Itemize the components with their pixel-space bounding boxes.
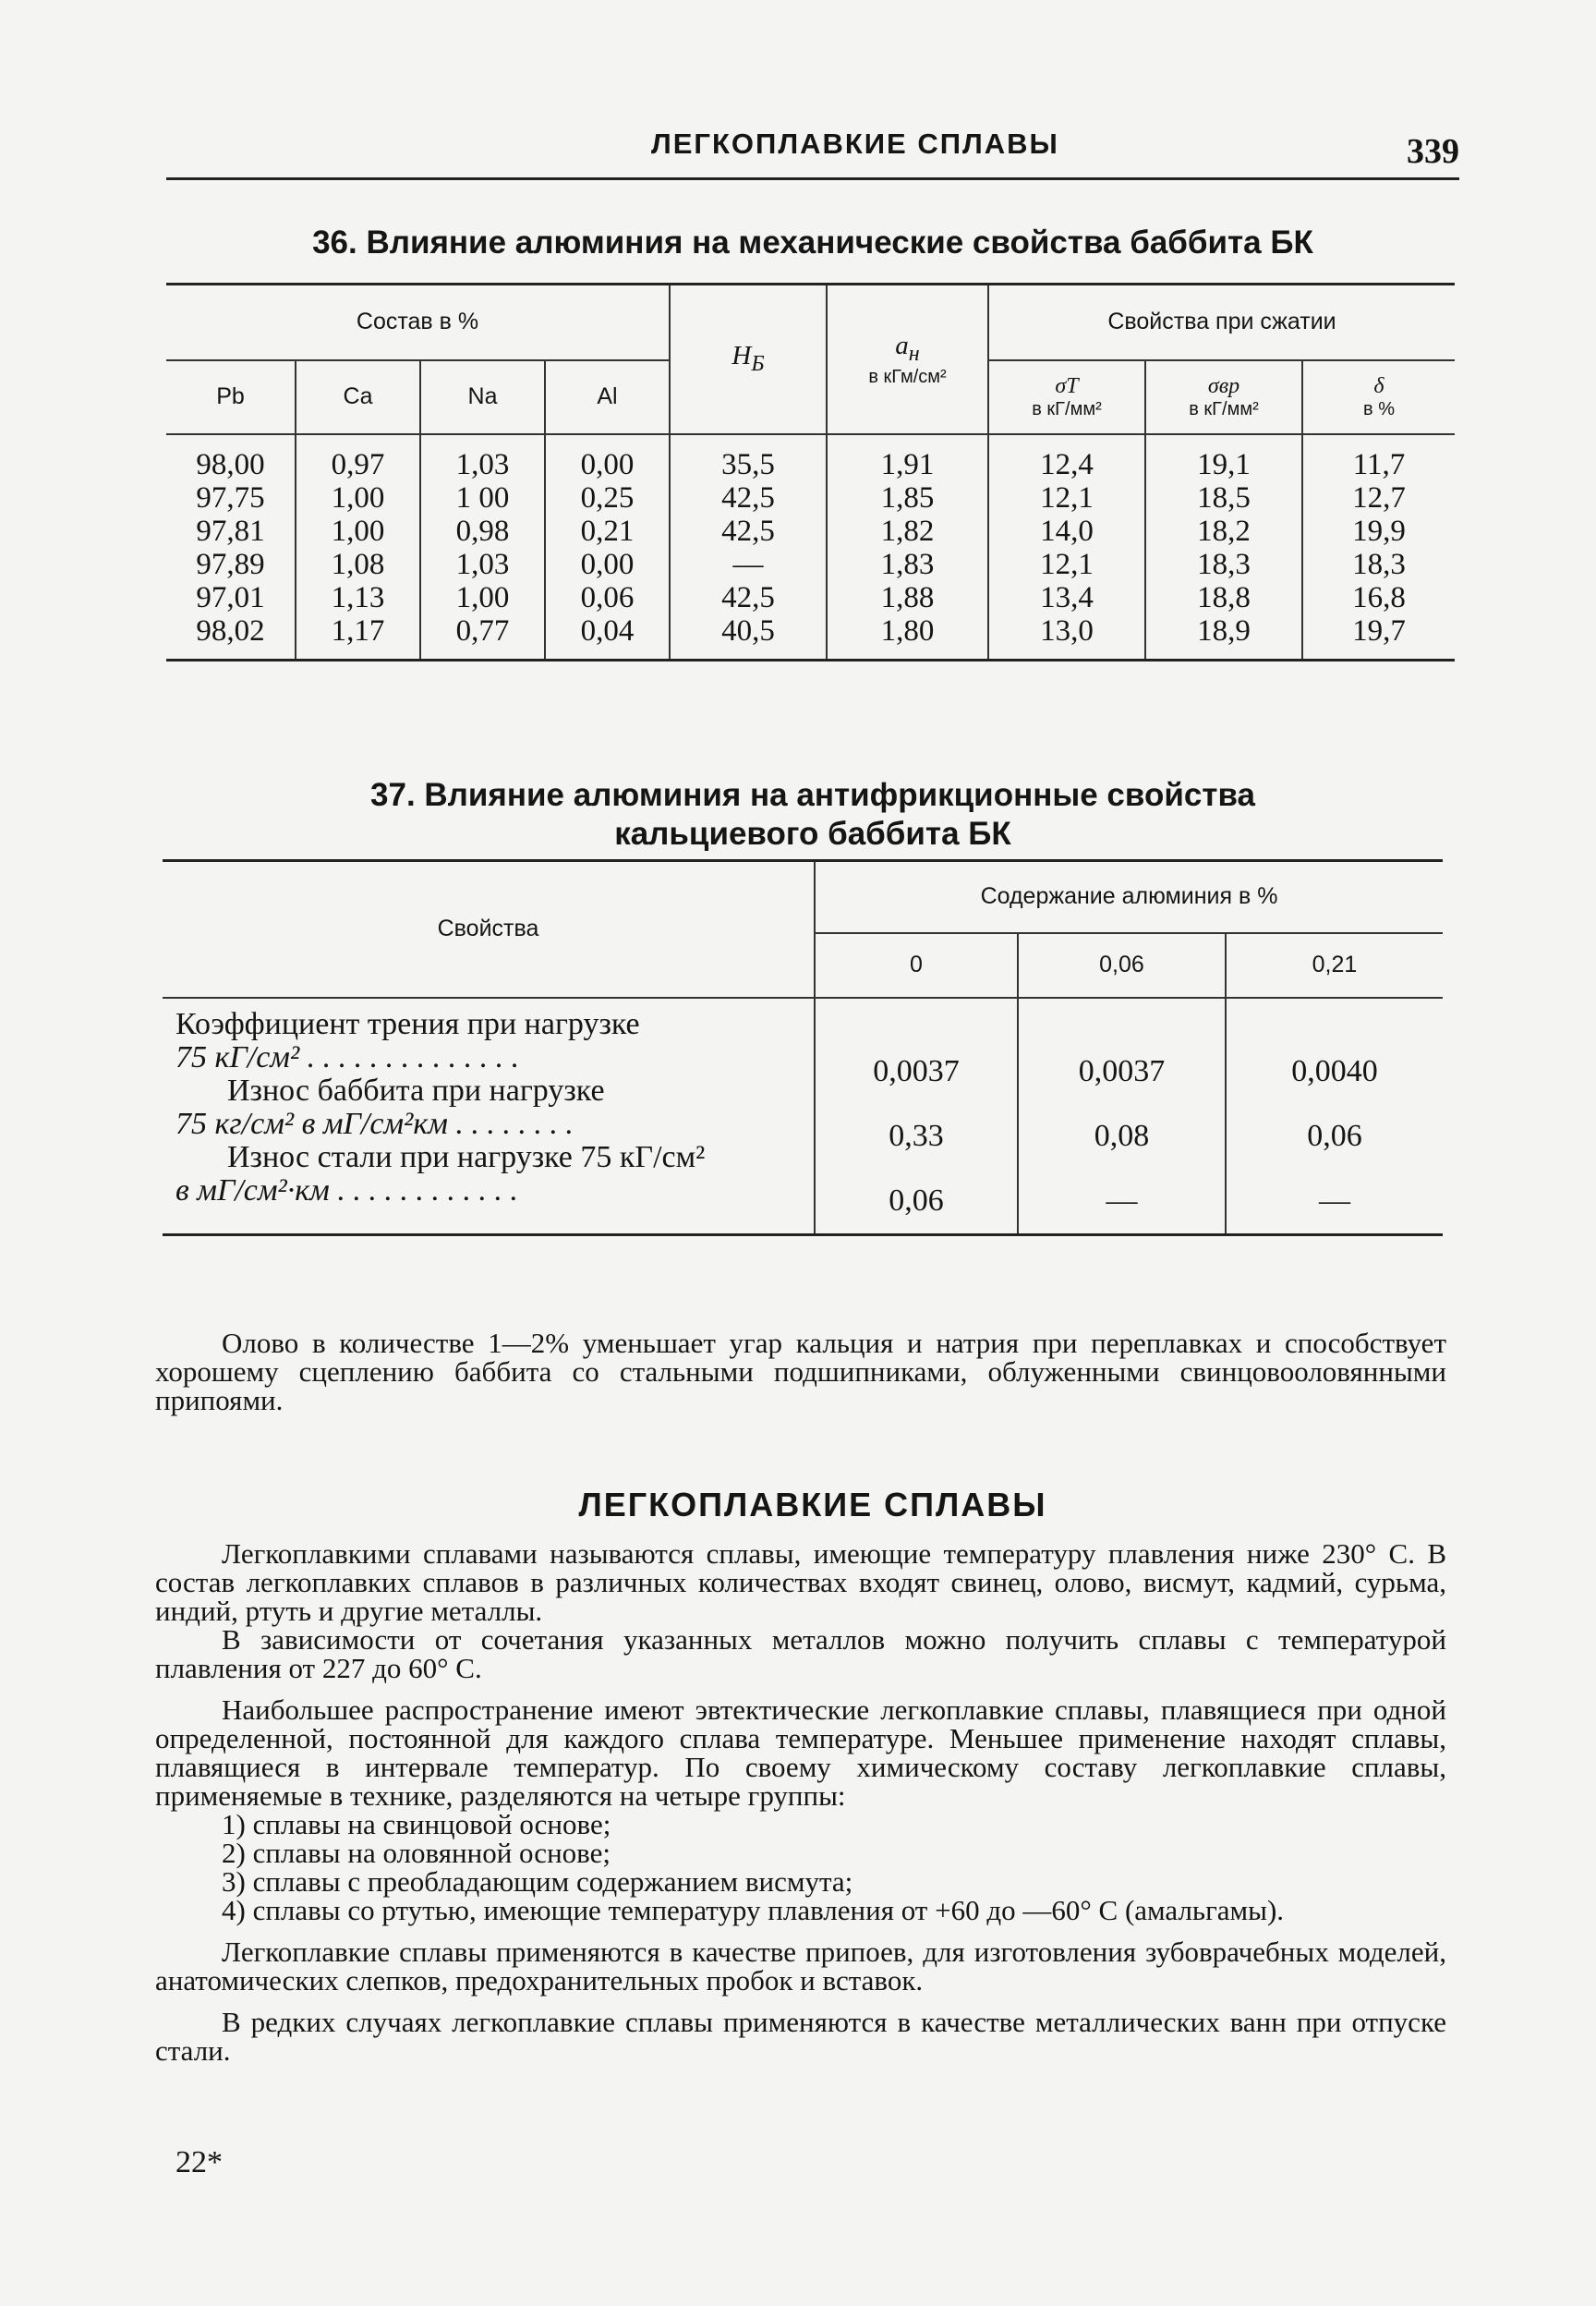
al-level-2: 0,21	[1226, 933, 1443, 998]
hb-subscript: Б	[751, 351, 765, 377]
value-cell: 97,81	[196, 514, 265, 548]
value-cell: 19,1	[1197, 447, 1251, 481]
paragraph-applications: Легкоплавкие сплавы применяются в качестве припоев, для изготовления зубоврачебных моделей, анатомических слепков, предохранительных пробок и вставок.	[155, 1936, 1446, 1997]
column-hb	[670, 434, 827, 661]
values-al-0	[815, 998, 1018, 1235]
table-37	[163, 859, 1443, 1236]
column-na	[420, 434, 545, 661]
al-level-1: 0,06	[1018, 933, 1226, 998]
column-svr	[1145, 434, 1302, 661]
value-cell: 97,75	[196, 480, 265, 515]
an-subscript: н	[908, 340, 920, 366]
page-number: 339	[1407, 132, 1459, 171]
section-body	[155, 1539, 1446, 2065]
paragraph-eutectic: Наибольшее распространение имеют эвтектические легкоплавкие сплавы, плавящиеся при одной определенной, постоянной для каждого сплава температуре. Меньшее применение находят сплавы, плавящиеся в интервале температур. По своему химическому составу легкоплавкие сплавы, применяемые в технике, разделяются на четыре группы:	[155, 1693, 1446, 1812]
prop-babbitt-wear-line2: 75 кг/см² в мГ/см²км . . . . . . . .	[175, 1106, 574, 1141]
value-cell: 11,7	[1352, 447, 1406, 481]
value-cell: 1,82	[880, 514, 935, 548]
value-cell: 1,83	[880, 547, 935, 581]
value-cell: 0,25	[580, 480, 635, 515]
value-cell: —	[1319, 1183, 1350, 1218]
value-cell: 1,00	[331, 480, 385, 515]
column-d	[1302, 434, 1455, 661]
value-cell: 0,06	[580, 580, 635, 614]
hb-header	[670, 285, 827, 434]
value-cell: 14,0	[1040, 514, 1094, 548]
value-cell: 12,7	[1352, 480, 1406, 515]
value-cell: 18,9	[1197, 613, 1251, 648]
list-item-bismuth: 3) сплавы с преобладающим содержанием висмута;	[222, 1865, 853, 1898]
value-cell: 42,5	[721, 514, 775, 548]
prop-babbitt-wear-line1: Износ баббита при нагрузке	[227, 1073, 605, 1108]
list-item-mercury: 4) сплавы со ртутью, имеющие температуру плавления от +60 до —60° С (амальгамы).	[222, 1894, 1285, 1926]
column-pb	[166, 434, 296, 661]
col-pb: Pb	[166, 360, 296, 434]
value-cell: —	[732, 547, 764, 581]
value-cell: 0,06	[1307, 1118, 1362, 1153]
value-cell: 1,08	[331, 547, 385, 581]
section-heading: ЛЕГКОПЛАВКИЕ СПЛАВЫ	[578, 1486, 1047, 1523]
value-cell: 19,7	[1352, 613, 1406, 648]
properties-header: Свойства	[163, 861, 815, 998]
value-cell: 1,03	[455, 547, 510, 581]
value-cell: 0,00	[580, 447, 635, 481]
col-sigma-vr: σвр в кГ/мм²	[1145, 360, 1302, 434]
value-cell: 18,2	[1197, 514, 1251, 548]
column-an	[827, 434, 988, 661]
values-al-2	[1226, 998, 1443, 1235]
value-cell: 0,0037	[1078, 1053, 1166, 1088]
value-cell: 1,00	[331, 514, 385, 548]
value-cell: 16,8	[1352, 580, 1406, 614]
value-cell: 0,04	[580, 613, 635, 648]
prop-steel-wear-line1: Износ стали при нагрузке 75 кГ/см²	[227, 1139, 706, 1174]
tin-paragraph: Олово в количестве 1—2% уменьшает угар кальция и натрия при переплавках и способствует хорошему сцеплению баббита со стальными подшипниками, облуженными свинцовооловянными припоями.	[155, 1327, 1446, 1416]
value-cell: 0,06	[889, 1183, 944, 1218]
table-36-caption: 36. Влияние алюминия на механические свойства баббита БК	[312, 225, 1313, 261]
value-cell: 0,33	[889, 1118, 944, 1153]
table-37-caption	[166, 776, 1459, 854]
value-cell: 98,02	[196, 613, 265, 648]
value-cell: 0,97	[331, 447, 385, 481]
an-symbol: a	[895, 330, 909, 360]
value-cell: 1,17	[331, 613, 385, 648]
running-header	[166, 122, 1459, 180]
value-cell: 1 00	[455, 480, 510, 515]
values-al-1	[1018, 998, 1226, 1235]
col-delta: δ в %	[1302, 360, 1455, 434]
value-cell: 0,21	[580, 514, 635, 548]
value-cell: 40,5	[721, 613, 775, 648]
value-cell: 42,5	[721, 580, 775, 614]
value-cell: 1,03	[455, 447, 510, 481]
table-36-data	[166, 434, 1455, 661]
paragraph-melting-range: В зависимости от сочетания указанных металлов можно получить сплавы с температурой плавления от 227 до 60° С.	[155, 1623, 1446, 1684]
tin-paragraph-block	[155, 1329, 1446, 1414]
signature-mark: 22*	[175, 2145, 223, 2179]
prop-friction-line1: Коэффициент трения при нагрузке	[175, 1006, 640, 1041]
value-cell: 1,00	[455, 580, 510, 614]
value-cell: 18,3	[1352, 547, 1406, 581]
value-cell: 1,85	[880, 480, 935, 515]
value-cell: 18,8	[1197, 580, 1251, 614]
hb-symbol: H	[732, 341, 752, 371]
value-cell: 0,98	[455, 514, 510, 548]
value-cell: 42,5	[721, 480, 775, 515]
value-cell: 13,0	[1040, 613, 1094, 648]
table-37-caption-line2: кальциевого баббита БК	[614, 816, 1011, 852]
value-cell: 12,4	[1040, 447, 1094, 481]
prop-friction-line2: 75 кГ/см² . . . . . . . . . . . . . .	[175, 1039, 520, 1074]
value-cell: 1,80	[880, 613, 935, 648]
compression-header: Свойства при сжатии	[988, 285, 1455, 360]
value-cell: 0,08	[1094, 1118, 1150, 1153]
value-cell: 18,3	[1197, 547, 1251, 581]
value-cell: 0,00	[580, 547, 635, 581]
an-unit: в кГм/см²	[868, 366, 947, 387]
value-cell: 0,0040	[1291, 1053, 1378, 1088]
value-cell: 1,91	[880, 447, 935, 481]
aluminium-content-header: Содержание алюминия в %	[815, 861, 1443, 933]
value-cell: 0,0037	[873, 1053, 960, 1088]
an-header	[827, 285, 988, 434]
list-item-lead: 1) сплавы на свинцовой основе;	[222, 1808, 611, 1840]
table-36	[166, 283, 1455, 661]
value-cell: 97,01	[196, 580, 265, 614]
col-ca: Ca	[296, 360, 420, 434]
paragraph-definition: Легкоплавкими сплавами называются сплавы, имеющие температуру плавления ниже 230° С. В состав легкоплавких сплавов в различных количествах входят свинец, олово, висмут, кадмий, сурьма, индий, ртуть и другие металлы.	[155, 1537, 1446, 1627]
col-na: Na	[420, 360, 545, 434]
col-sigma-t: σT в кГ/мм²	[988, 360, 1145, 434]
table-37-caption-line1: 37. Влияние алюминия на антифрикционные свойства	[370, 777, 1255, 813]
column-al	[545, 434, 670, 661]
value-cell: 12,1	[1040, 547, 1094, 581]
paragraph-metal-baths: В редких случаях легкоплавкие сплавы применяются в качестве металлических ванн при отпуске стали.	[155, 2006, 1446, 2067]
value-cell: 98,00	[196, 447, 265, 481]
value-cell: 35,5	[721, 447, 775, 481]
value-cell: 13,4	[1040, 580, 1094, 614]
properties-cell	[163, 998, 815, 1235]
list-item-tin: 2) сплавы на оловянной основе;	[222, 1837, 611, 1869]
column-st	[988, 434, 1145, 661]
col-al: Al	[545, 360, 670, 434]
al-level-0: 0	[815, 933, 1018, 998]
column-ca	[296, 434, 420, 661]
prop-steel-wear-line2: в мГ/см²·км . . . . . . . . . . . .	[175, 1172, 518, 1208]
value-cell: 97,89	[196, 547, 265, 581]
value-cell: 19,9	[1352, 514, 1406, 548]
value-cell: 1,13	[331, 580, 385, 614]
value-cell: 12,1	[1040, 480, 1094, 515]
running-title: ЛЕГКОПЛАВКИЕ СПЛАВЫ	[651, 127, 1059, 160]
value-cell: —	[1106, 1183, 1138, 1218]
table-37-data	[163, 998, 1443, 1235]
value-cell: 1,88	[880, 580, 935, 614]
value-cell: 0,77	[455, 613, 510, 648]
composition-header: Состав в %	[166, 285, 670, 360]
value-cell: 18,5	[1197, 480, 1251, 515]
